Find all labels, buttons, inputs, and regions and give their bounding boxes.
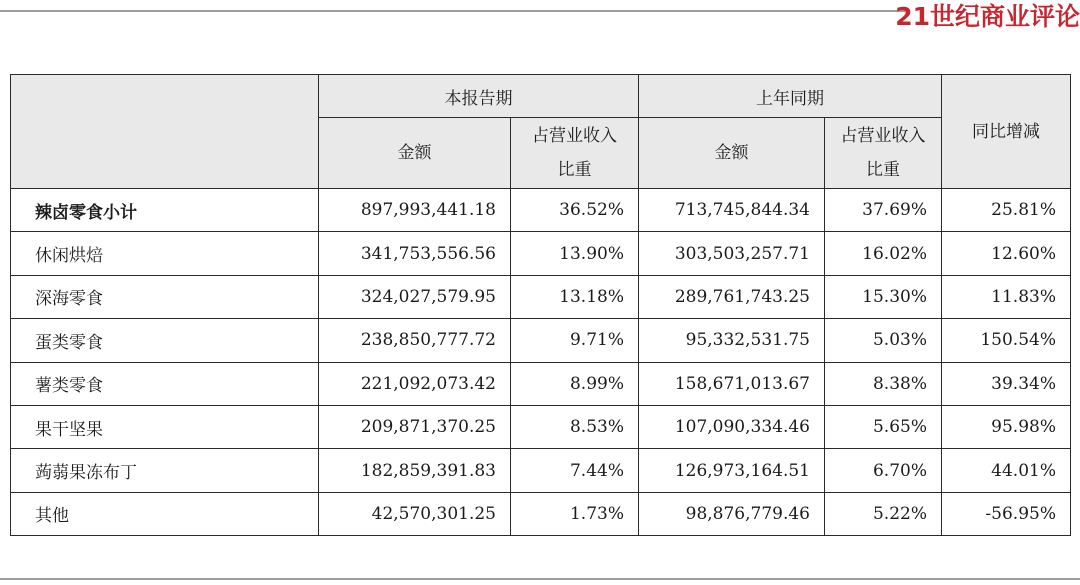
yoy-change-cell: 95.98% bbox=[942, 405, 1071, 448]
current-amount-cell: 341,753,556.56 bbox=[319, 232, 511, 275]
prior-amount-cell: 303,503,257.71 bbox=[639, 232, 825, 275]
share-header-line1: 占营业收入 bbox=[840, 126, 926, 146]
table-row bbox=[11, 232, 1071, 275]
yoy-change-cell: 150.54% bbox=[942, 319, 1071, 362]
brand-logo: 21世纪商业评论 bbox=[895, 2, 1080, 31]
prior-share-header bbox=[825, 118, 942, 189]
revenue-table bbox=[10, 74, 1071, 536]
current-amount-cell: 221,092,073.42 bbox=[319, 362, 511, 405]
current-amount-cell: 209,871,370.25 bbox=[319, 405, 511, 448]
table-row bbox=[11, 362, 1071, 405]
current-amount-cell: 324,027,579.95 bbox=[319, 275, 511, 318]
yoy-change-cell: 11.83% bbox=[942, 275, 1071, 318]
current-share-header bbox=[511, 118, 639, 189]
current-period-header: 本报告期 bbox=[319, 75, 639, 118]
category-cell: 休闲烘焙 bbox=[11, 232, 319, 275]
yoy-change-cell: 39.34% bbox=[942, 362, 1071, 405]
prior-share-cell: 8.38% bbox=[825, 362, 942, 405]
prior-amount-cell: 107,090,334.46 bbox=[639, 405, 825, 448]
current-share-cell: 7.44% bbox=[511, 449, 639, 492]
share-header-line1: 占营业收入 bbox=[532, 126, 617, 146]
prior-amount-cell: 713,745,844.34 bbox=[639, 189, 825, 232]
bottom-rule bbox=[0, 578, 1080, 580]
current-share-cell: 13.90% bbox=[511, 232, 639, 275]
prior-share-cell: 5.65% bbox=[825, 405, 942, 448]
category-cell: 深海零食 bbox=[11, 275, 319, 318]
prior-amount-header: 金额 bbox=[639, 118, 825, 189]
prior-amount-cell: 95,332,531.75 bbox=[639, 319, 825, 362]
current-amount-cell: 182,859,391.83 bbox=[319, 449, 511, 492]
prior-share-cell: 16.02% bbox=[825, 232, 942, 275]
prior-share-cell: 5.03% bbox=[825, 319, 942, 362]
share-header-line2: 比重 bbox=[866, 160, 900, 180]
category-cell: 蒟蒻果冻布丁 bbox=[11, 449, 319, 492]
yoy-change-header: 同比增减 bbox=[942, 75, 1071, 189]
current-share-cell: 8.53% bbox=[511, 405, 639, 448]
current-share-cell: 36.52% bbox=[511, 189, 639, 232]
category-cell: 薯类零食 bbox=[11, 362, 319, 405]
current-amount-cell: 897,993,441.18 bbox=[319, 189, 511, 232]
yoy-change-cell: -56.95% bbox=[942, 492, 1071, 535]
prior-period-header: 上年同期 bbox=[639, 75, 942, 118]
top-rule bbox=[0, 10, 905, 12]
prior-amount-cell: 158,671,013.67 bbox=[639, 362, 825, 405]
category-cell: 辣卤零食小计 bbox=[11, 189, 319, 232]
yoy-change-cell: 12.60% bbox=[942, 232, 1071, 275]
table-row bbox=[11, 319, 1071, 362]
prior-amount-cell: 126,973,164.51 bbox=[639, 449, 825, 492]
current-share-cell: 13.18% bbox=[511, 275, 639, 318]
prior-share-cell: 15.30% bbox=[825, 275, 942, 318]
current-amount-cell: 42,570,301.25 bbox=[319, 492, 511, 535]
category-cell: 蛋类零食 bbox=[11, 319, 319, 362]
category-cell: 果干坚果 bbox=[11, 405, 319, 448]
current-amount-header: 金额 bbox=[319, 118, 511, 189]
current-share-cell: 1.73% bbox=[511, 492, 639, 535]
prior-amount-cell: 289,761,743.25 bbox=[639, 275, 825, 318]
category-cell: 其他 bbox=[11, 492, 319, 535]
table-row bbox=[11, 492, 1071, 535]
prior-amount-cell: 98,876,779.46 bbox=[639, 492, 825, 535]
table-row bbox=[11, 405, 1071, 448]
table-row bbox=[11, 189, 1071, 232]
prior-share-cell: 5.22% bbox=[825, 492, 942, 535]
prior-share-cell: 6.70% bbox=[825, 449, 942, 492]
current-share-cell: 8.99% bbox=[511, 362, 639, 405]
yoy-change-cell: 44.01% bbox=[942, 449, 1071, 492]
yoy-change-cell: 25.81% bbox=[942, 189, 1071, 232]
share-header-line2: 比重 bbox=[557, 160, 592, 180]
category-header bbox=[11, 75, 319, 189]
table-row bbox=[11, 275, 1071, 318]
current-share-cell: 9.71% bbox=[511, 319, 639, 362]
current-amount-cell: 238,850,777.72 bbox=[319, 319, 511, 362]
prior-share-cell: 37.69% bbox=[825, 189, 942, 232]
table-row bbox=[11, 449, 1071, 492]
